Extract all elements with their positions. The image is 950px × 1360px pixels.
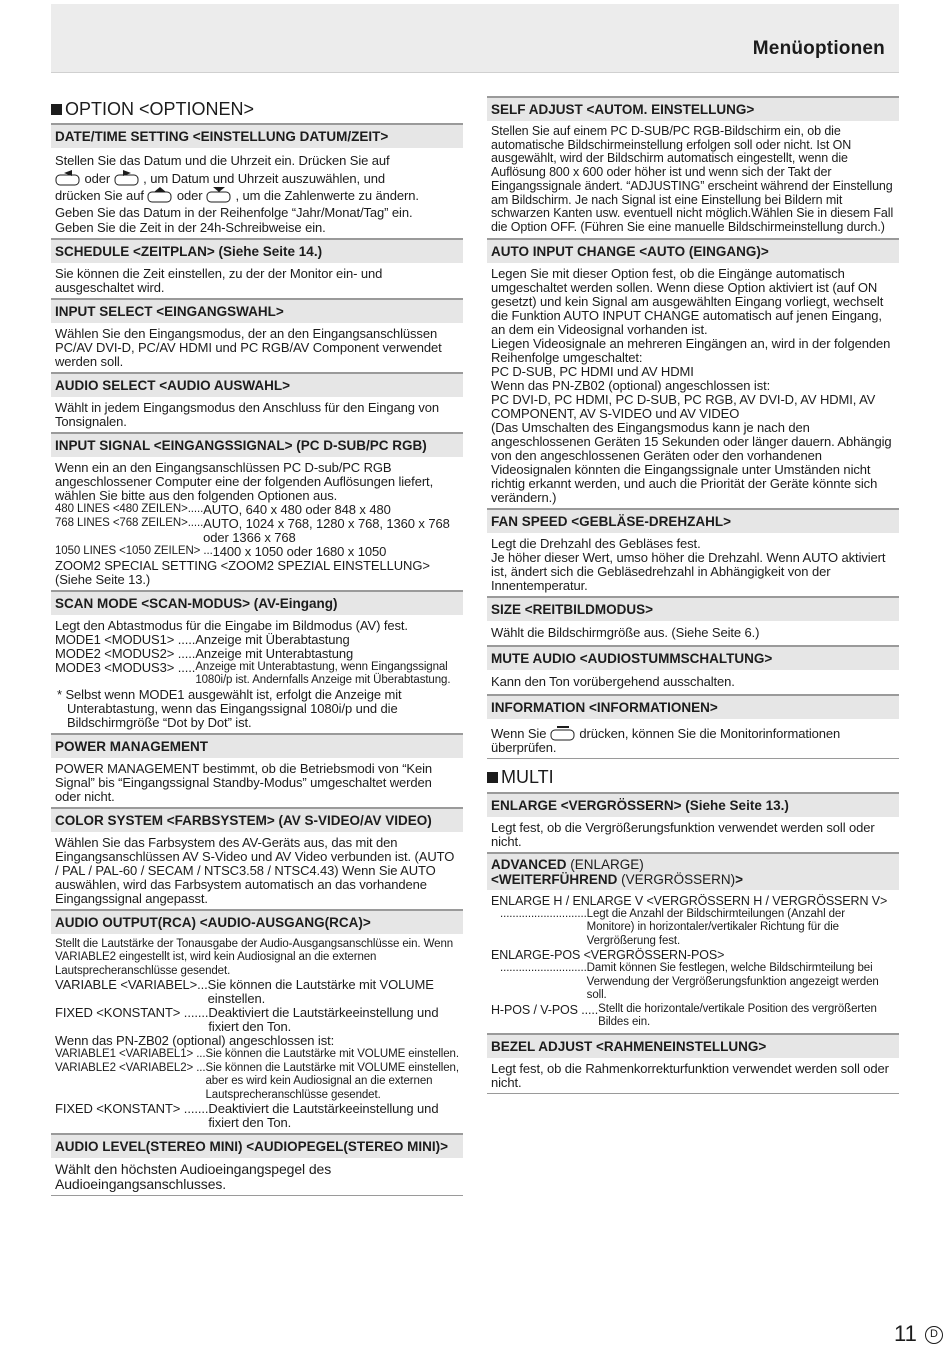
auto-input-body: Legen Sie mit dieser Option fest, ob die Eingänge automatisch umgeschaltet werden sollen. Wenn diese Option aktiviert ist (auf ON gesetzt) und kein Signal am ausgewählten Eingang vorliegt, wechselt die Funktion AUTO INPUT CHANGE automatisch auf jenen Eingang, an dem ein Videosignal vorhanden ist. Liegen Videosignale an mehreren Eingängen an, wird in der folgenden Reihenfolge umgeschaltet: PC D-SUB, PC HDMI und AV HDMI Wenn das PN-ZB02 (optional) angeschlossen ist: PC DVI-D, PC HDMI, PC D-SUB, PC RGB, AV DVI-D, AV HDMI, AV COMPONENT, AV S-VIDEO und AV VIDEO (Das Umschalten des Eingangsmodus kann je nach den angeschlossenen Geräten 15 Sekunden oder länger dauern. Abhängig von den angeschlossenen Geräten oder den vorhandenen Videosignalen könnten die Eingangssignale unter Umständen nicht richtig erkannt werden, und auch die Priorität der Geräte könnte sich verändern.) bbox=[491, 265, 892, 505]
info-divider bbox=[487, 758, 899, 759]
fan-speed-body: Legt die Drehzahl des Gebläses fest. Je höher dieser Wert, umso höher die Drehzahl. Wenn AUTO aktiviert ist, ändert sich die Gebläsedrehzahl in Abhängigkeit von der Innentemperatur. bbox=[491, 535, 886, 593]
left-button-icon bbox=[55, 170, 81, 186]
right-bottom-divider bbox=[487, 1093, 899, 1094]
input-select-body: Wählen Sie den Eingangsmodus, der an den Eingangsanschlüssen PC/AV DVI-D, PC/AV HDMI und PC RGB/AV Component verwendet werden soll. bbox=[55, 325, 442, 369]
page-number: 11 bbox=[894, 1321, 917, 1346]
bullet-square-icon bbox=[487, 772, 498, 783]
up-button-icon bbox=[147, 187, 173, 203]
schedule-heading: SCHEDULE <ZEITPLAN> (Siehe Seite 14.) bbox=[51, 238, 463, 263]
bezel-adjust-heading: BEZEL ADJUST <RAHMENEINSTELLUNG> bbox=[487, 1033, 899, 1058]
right-column bbox=[487, 96, 899, 1094]
scan-mode-body: Legt den Abtastmodus für die Eingabe im Bildmodus (AV) fest. MODE1 <MODUS1> ..... Anzeige mit Überabtastung MODE2 <MODUS2> ..... Anzeige mit Unterabtastung MODE3 <MODUS3> ..... Anzeige mit Unterabtastung, wenn Eingangssignal 1080i/p ist. Andernfalls Anzeige mit Überabtastung. * Selbst wenn MODE1 ausgewählt ist, erfolgt die Anzeige mit Unterabtastung, wenn das Eingangssignal 1080i/p und die Bildschirmgröße “Dot by Dot” ist. bbox=[55, 617, 451, 730]
input-signal-heading: INPUT SIGNAL <EINGANGSSIGNAL> (PC D-SUB/PC RGB) bbox=[51, 432, 463, 457]
audio-select-body: Wählt in jedem Eingangsmodus den Anschluss für den Eingang von Tonsignalen. bbox=[55, 399, 440, 429]
down-button-icon bbox=[206, 187, 232, 203]
self-adjust-heading: SELF ADJUST <AUTOM. EINSTELLUNG> bbox=[487, 96, 899, 121]
information-heading: INFORMATION <INFORMATIONEN> bbox=[487, 694, 899, 719]
audio-select-heading: AUDIO SELECT <AUDIO AUSWAHL> bbox=[51, 372, 463, 397]
bullet-square-icon bbox=[51, 104, 62, 115]
datetime-heading: DATE/TIME SETTING <EINSTELLUNG DATUM/ZEIT> bbox=[51, 123, 463, 148]
enlarge-body: Legt fest, ob die Vergrößerungsfunktion verwendet werden soll oder nicht. bbox=[491, 819, 875, 849]
self-adjust-body: Stellen Sie auf einem PC D-SUB/PC RGB-Bildschirm ein, ob die automatische Bildschirmeinstellung erfolgen soll oder nicht. Ist ON ausgewählt, wird der Bildschirm automatisch eingestellt, wenn die Auflösung 800 x 600 oder höher ist und wenn sich der Takt der Eingangssignale ändert. “ADJUSTING” erscheint während der Einstellung am Bildschirm. Je nach Signal ist eine Einstellung bei Bildern mit schwarzen Kanten usw. eventuell nicht möglich.Wählen Sie in diesem Fall die Option OFF. (Führen Sie eine manuelle Bildschirmeinstellung durch.) bbox=[491, 124, 894, 234]
datetime-body: Stellen Sie das Datum und die Uhrzeit ein. Drücken Sie auf oder , um Datum und Uhrzeit auszuwählen, und drücken Sie auf oder , um die Zahlenwerte zu ändern. Geben Sie das Datum in der Reihenfolge “Jahr/Monat/Tag” ein. Geben Sie die Zeit in der 24h-Schreibweise ein. bbox=[55, 153, 419, 235]
input-select-heading: INPUT SELECT <EINGANGSWAHL> bbox=[51, 298, 463, 323]
scan-mode-heading: SCAN MODE <SCAN-MODUS> (AV-Eingang) bbox=[51, 590, 463, 615]
advanced-body: ENLARGE H / ENLARGE V <VERGRÖSSERN H / VERGRÖSSERN V> ............................ Legt die Anzahl der Bildschirmteilungen (Anzahl der Monitore) in horizontaler/vertikaler Richtung für die Vergrößerung fest. ENLARGE-POS <VERGRÖSSERN-POS> ............................ Damit können Sie festlegen, welche Bildschirmteilung bei Verwendung der Vergrößerungsfunktion angezeigt werden soll. H-POS / V-POS ..... Stellt die horizontale/vertikale Position des vergrößerten Bildes ein. bbox=[491, 893, 888, 1029]
bezel-adjust-body: Legt fest, ob die Rahmenkorrekturfunktion verwendet werden soll oder nicht. bbox=[491, 1060, 889, 1090]
schedule-body: Sie können die Zeit einstellen, zu der der Monitor ein- und ausgeschaltet wird. bbox=[55, 265, 383, 295]
page-header bbox=[51, 4, 899, 73]
audio-output-heading: AUDIO OUTPUT(RCA) <AUDIO-AUSGANG(RCA)> bbox=[51, 909, 463, 934]
multi-section-title: MULTI bbox=[487, 767, 899, 789]
right-button-icon bbox=[114, 170, 140, 186]
color-system-heading: COLOR SYSTEM <FARBSYSTEM> (AV S-VIDEO/AV VIDEO) bbox=[51, 807, 463, 832]
advanced-heading: ADVANCED (ENLARGE) <WEITERFÜHREND (VERGRÖSSERN)> bbox=[487, 852, 899, 890]
size-heading: SIZE <REITBILDMODUS> bbox=[487, 596, 899, 621]
power-management-body: POWER MANAGEMENT bestimmt, ob die Betriebsmodi von “Kein Signal” bis “Eingangssignal Standby-Modus” umgeschaltet werden oder nicht. bbox=[55, 760, 433, 804]
mute-audio-body: Kann den Ton vorübergehend ausschalten. bbox=[491, 673, 735, 689]
information-body: Wenn Sie drücken, können Sie die Monitorinformationen überprüfen. bbox=[491, 725, 841, 755]
power-management-heading: POWER MANAGEMENT bbox=[51, 733, 463, 758]
auto-input-heading: AUTO INPUT CHANGE <AUTO (EINGANG)> bbox=[487, 238, 899, 263]
language-badge: D bbox=[925, 1326, 943, 1344]
color-system-body: Wählen Sie das Farbsystem des AV-Geräts aus, das mit den Eingangsanschlüssen AV S-Video und AV Video verbunden ist. (AUTO / PAL / PAL-60 / SECAM / NTSC3.58 / NTSC4.43) Wenn Sie AUTO auswählen, wird das Farbsystem automatisch an das vorhandene Eingangssignal angepasst. bbox=[55, 834, 455, 906]
audio-level-body: Wählt den höchsten Audioeingangspegel des Audioeingangsanschlusses. bbox=[55, 1161, 332, 1192]
audio-level-heading: AUDIO LEVEL(STEREO MINI) <AUDIOPEGEL(STEREO MINI)> bbox=[51, 1133, 463, 1158]
mute-audio-heading: MUTE AUDIO <AUDIOSTUMMSCHALTUNG> bbox=[487, 645, 899, 670]
header-title: Menüoptionen bbox=[752, 38, 885, 59]
audio-output-body: Stellt die Lautstärke der Tonausgabe der Audio-Ausgangsanschlüsse ein. Wenn VARIABLE2 eingestellt ist, wird kein Audiosignal an die externen Lautsprecheranschlüsse gesendet. VARIABLE <VARIABEL>... Sie können die Lautstärke mit VOLUME einstellen. FIXED <KONSTANT> ....... Deaktiviert die Lautstärkeeinstellung und fixiert den Ton. Wenn das PN-ZB02 (optional) angeschlossen ist: VARIABLE1 <VARIABEL1> ... Sie können die Lautstärke mit VOLUME einstellen. VARIABLE2 <VARIABEL2> ... Sie können die Lautstärke mit VOLUME einstellen, aber es wird kein Audiosignal an die externen Lautsprecheranschlüsse gesendet. FIXED <KONSTANT> ....... Deaktiviert die Lautstärkeeinstellung und fixiert den Ton. bbox=[55, 937, 459, 1130]
menu-button-icon bbox=[550, 725, 576, 741]
fan-speed-heading: FAN SPEED <GEBLÄSE-DREHZAHL> bbox=[487, 508, 899, 533]
size-body: Wählt die Bildschirmgröße aus. (Siehe Seite 6.) bbox=[491, 624, 760, 640]
option-section-title: OPTION <OPTIONEN> bbox=[51, 98, 463, 120]
left-column bbox=[51, 96, 463, 1196]
input-signal-body: Wenn ein an den Eingangsanschlüssen PC D-sub/PC RGB angeschlossener Computer eine der folgenden Auflösungen liefert, wählen Sie bitte aus den folgenden Optionen aus. 480 LINES <480 ZEILEN>..... AUTO, 640 x 480 oder 848 x 480 768 LINES <768 ZEILEN>..... AUTO, 1024 x 768, 1280 x 768, 1360 x 768 oder 1366 x 768 1050 LINES <1050 ZEILEN> ... 1400 x 1050 oder 1680 x 1050 ZOOM2 SPECIAL SETTING <ZOOM2 SPEZIAL EINSTELLUNG> (Siehe Seite 13.) bbox=[55, 459, 450, 587]
left-bottom-divider bbox=[51, 1195, 463, 1196]
enlarge-heading: ENLARGE <VERGRÖSSERN> (Siehe Seite 13.) bbox=[487, 792, 899, 817]
